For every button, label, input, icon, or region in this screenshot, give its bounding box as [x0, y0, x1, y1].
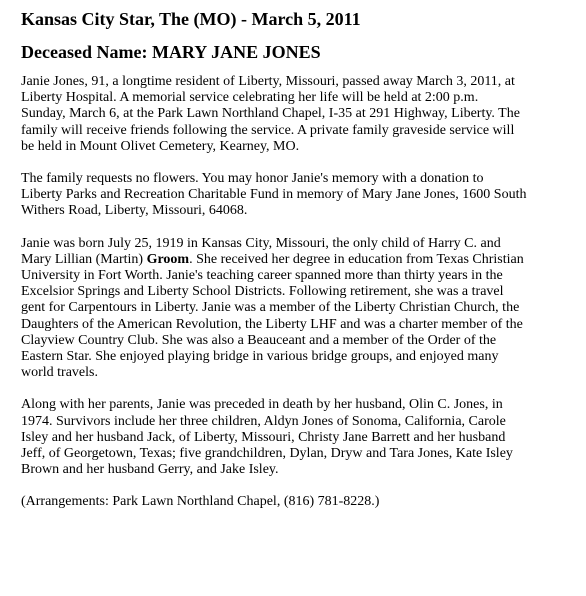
- text-line: family will receive friends following the service. A private family graveside service will: [21, 122, 515, 138]
- paragraph-survivors: [21, 397, 573, 478]
- maiden-name-bold: Groom: [146, 251, 190, 267]
- text-line: Daughters of the American Revolution, the Liberty LHF and was a charter member of the: [21, 316, 523, 332]
- text-line: be held in Mount Olivet Cemetery, Kearney, MO.: [21, 138, 300, 154]
- text-line: Liberty Hospital. A memorial service celebrating her life will be held at 2:00 p.m.: [21, 90, 479, 106]
- source-header: Kansas City Star, The (MO) - March 5, 2011: [21, 9, 361, 29]
- text-line: Brown and her husband Gerry, and Jake Isley.: [21, 462, 279, 478]
- text-line: Withers Road, Liberty, Missouri, 64068.: [21, 203, 248, 219]
- text-line: Jeff, of Georgetown, Texas; five grandchildren, Dylan, Dryw and Tara Jones, Kate Isley: [21, 446, 513, 462]
- text-line: Janie Jones, 91, a longtime resident of Liberty, Missouri, passed away March 3, 2011, at: [21, 74, 515, 89]
- text-line: Isley and her husband Jack, of Liberty, Missouri, Christy Jane Barrett and her husband: [21, 429, 506, 445]
- paragraph-donations: [21, 171, 573, 220]
- text-line: Sunday, March 6, at the Park Lawn Northland Chapel, I-35 at 291 Highway, Liberty. The: [21, 106, 520, 122]
- text-line: Clayview Country Club. She was also a Beauceant and a member of the Order of the: [21, 332, 497, 348]
- text-line: [21, 252, 573, 268]
- text-segment: Mary Lillian (Martin): [21, 251, 147, 267]
- paragraph-arrangements: [21, 494, 573, 510]
- paragraph-biography: [21, 236, 573, 382]
- text-line: University in Fort Worth. Janie's teaching career spanned more than thirty years in the: [21, 268, 503, 284]
- text-line: 1974. Survivors include her three children, Aldyn Jones of Sonoma, California, Carole: [21, 413, 506, 429]
- text-line: The family requests no flowers. You may honor Janie's memory with a donation to: [21, 171, 484, 187]
- text-line: Eastern Star. She enjoyed playing bridge in various bridge groups, and enjoyed many: [21, 349, 499, 365]
- text-line: Along with her parents, Janie was preceded in death by her husband, Olin C. Jones, in: [21, 397, 503, 413]
- text-line: Excelsior Springs and Liberty School Districts. Following retirement, she was a travel: [21, 284, 504, 300]
- text-line: Janie was born July 25, 1919 in Kansas City, Missouri, the only child of Harry C. and: [21, 235, 501, 251]
- text-line: gent for Carpentours in Liberty. Janie was a member of the Liberty Christian Church, the: [21, 300, 520, 316]
- deceased-name-header: Deceased Name: MARY JANE JONES: [21, 42, 321, 62]
- obituary-document: [21, 8, 573, 527]
- obituary-body: [21, 74, 573, 511]
- text-segment: . She received her degree in education from Texas Christian: [189, 251, 524, 267]
- text-line: Liberty Parks and Recreation Charitable Fund in memory of Mary Jane Jones, 1600 South: [21, 187, 527, 203]
- paragraph-service: [21, 74, 573, 155]
- text-line: (Arrangements: Park Lawn Northland Chapel, (816) 781-8228.): [21, 494, 380, 510]
- text-line: world travels.: [21, 365, 98, 381]
